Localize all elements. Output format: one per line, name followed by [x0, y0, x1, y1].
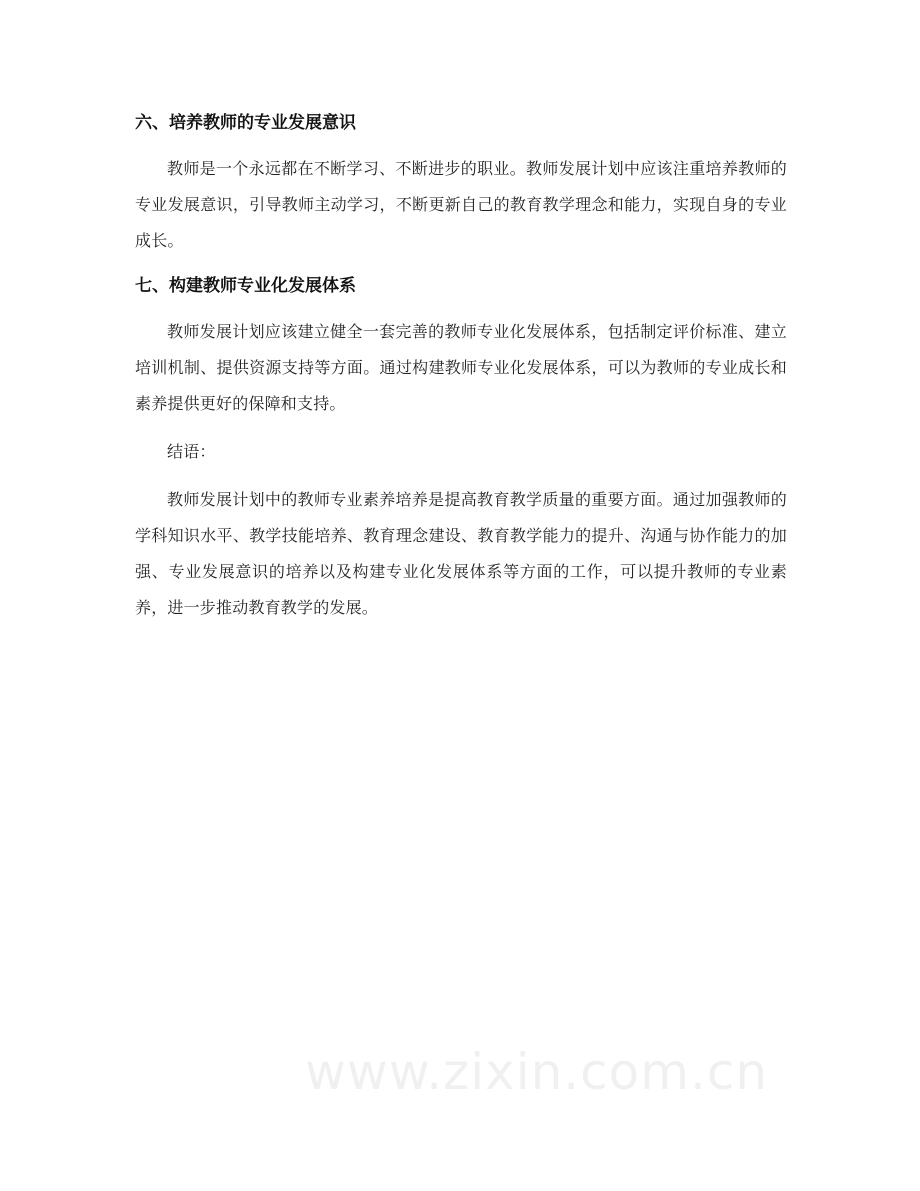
section-6-title: 六、培养教师的专业发展意识	[135, 113, 356, 133]
section-7-paragraph: 教师发展计划应该建立健全一套完善的教师专业化发展体系，包括制定评价标准、建立培训机制、提供资源支持等方面。通过构建教师专业化发展体系，可以为教师的专业成长和素养提供更好的保障和支持。	[135, 322, 787, 413]
conclusion-label: 结语：	[167, 442, 216, 461]
section-7-title: 七、构建教师专业化发展体系	[135, 276, 356, 296]
section-6-paragraph: 教师是一个永远都在不断学习、不断进步的职业。教师发展计划中应该注重培养教师的专业发展意识，引导教师主动学习，不断更新自己的教育教学理念和能力，实现自身的专业成长。	[135, 159, 787, 250]
watermark: www.zixin.com.cn	[305, 1043, 769, 1101]
document-body	[135, 108, 787, 626]
conclusion-paragraph: 教师发展计划中的教师专业素养培养是提高教育教学质量的重要方面。通过加强教师的学科知识水平、教学技能培养、教育理念建设、教育教学能力的提升、沟通与协作能力的加强、专业发展意识的培养以及构建专业化发展体系等方面的工作，可以提升教师的专业素养，进一步推动教育教学的发展。	[135, 490, 787, 617]
